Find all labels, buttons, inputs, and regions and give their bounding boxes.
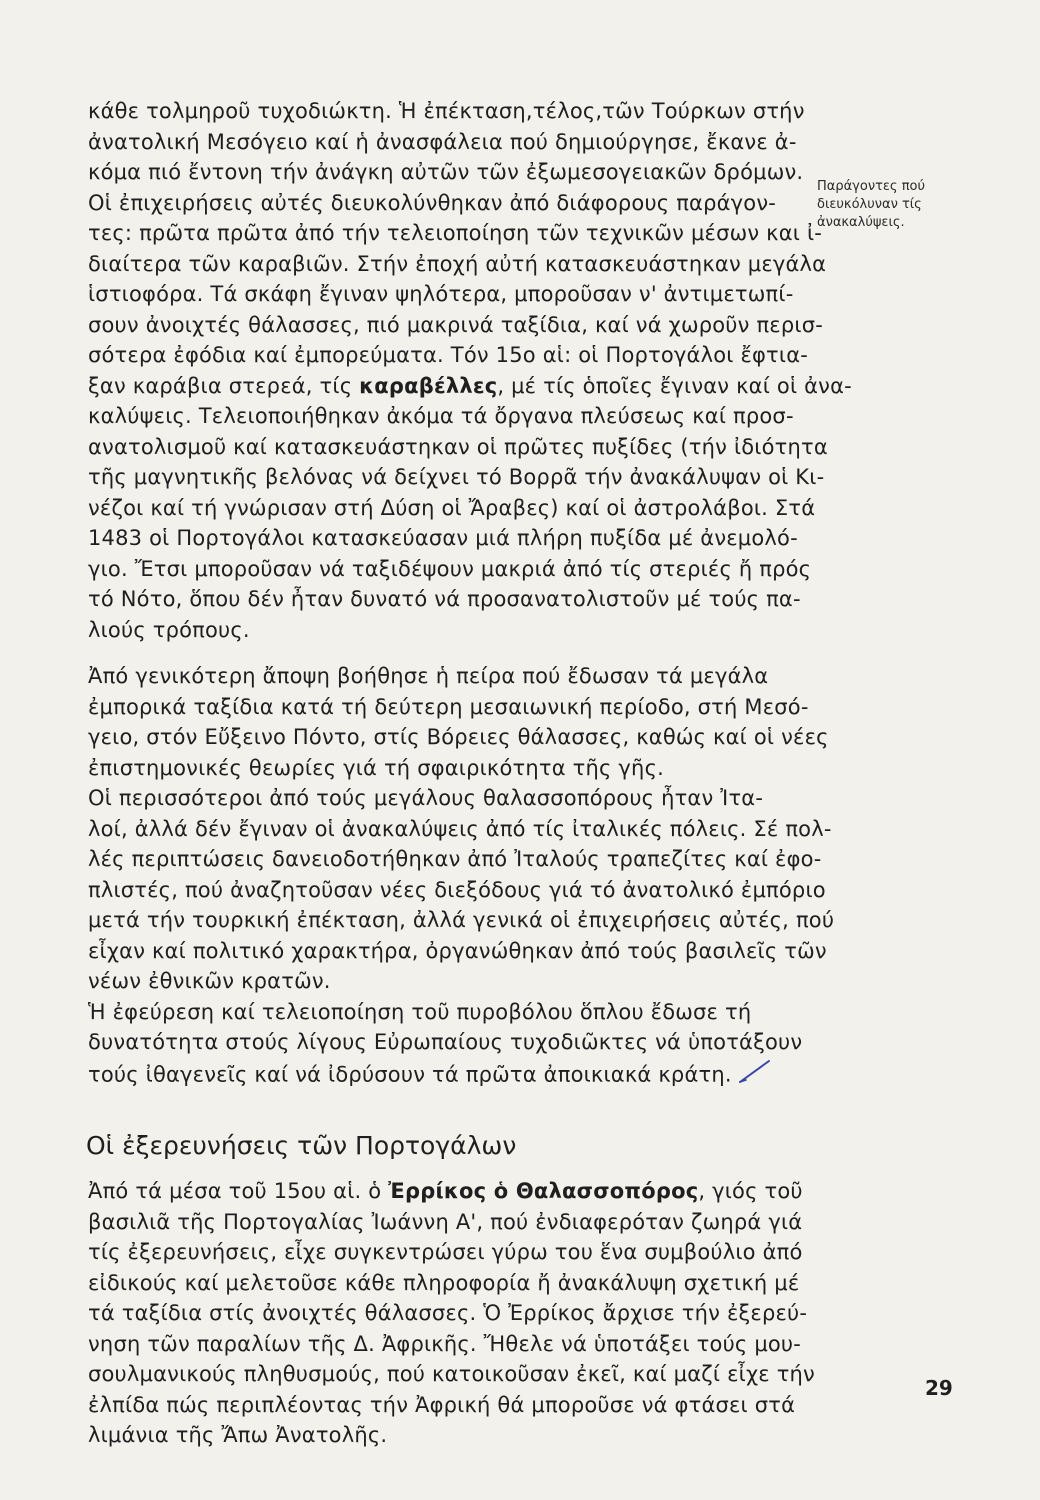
text-line: βασιλιᾶ τῆς Πορτογαλίας Ἰωάννη Α', πού ἐνδιαφερόταν ζωηρά γιά (88, 1209, 803, 1234)
text-line: διαίτερα τῶν καραβιῶν. Στήν ἐποχή αὐτή κατασκευάστηκαν μεγάλα (88, 251, 827, 276)
text-line: Ἡ ἐφεύρεση καί τελειοποίηση τοῦ πυροβόλου ὅπλου ἔδωσε τή (88, 999, 752, 1024)
text-line: ξαν καράβια στερεά, τίς καραβέλλες, μέ τίς ὁποῖες ἔγιναν καί οἱ ἀνα- (88, 373, 852, 398)
main-text-column (86, 96, 852, 1451)
paragraph-1 (88, 96, 852, 645)
text-line: λιούς τρόπους. (88, 617, 250, 642)
text-line: τίς ἐξερευνήσεις, εἶχε συγκεντρώσει γύρω του ἕνα συμβούλιο ἀπό (88, 1240, 803, 1264)
text-line: εἰδικούς καί μελετοῦσε κάθε πληροφορία ἤ ἀνακάλυψη σχετική μέ (88, 1270, 800, 1295)
text-line: τούς ἰθαγενεῖς καί νά ἰδρύσουν τά πρῶτα ἀποικιακά κράτη. (88, 1061, 732, 1086)
paragraph-4 (88, 997, 803, 1093)
text-line: σουλμανικούς πληθυσμούς, πού κατοικοῦσαν ἐκεῖ, καί μαζί εἶχε τήν (88, 1362, 815, 1386)
margin-note-line: Παράγοντες πού (817, 179, 925, 194)
text-line: νέζοι καί τή γνώρισαν στή Δύση οἱ Ἄραβες) καί οἱ ἀστρολάβοι. Στά (88, 495, 816, 520)
text-line: ἐπιστημονικές θεωρίες γιά τή σφαιρικότητα τῆς γῆς. (88, 755, 664, 780)
text-line: ἐλπίδα πώς περιπλέοντας τήν Ἀφρική θά μποροῦσε νά φτάσει στά (88, 1392, 796, 1417)
margin-note-line: διευκόλυναν τίς (817, 197, 922, 212)
bold-term: Ἐρρίκος ὁ Θαλασσοπόρος (388, 1179, 699, 1203)
text-line: γιο. Ἔτσι μποροῦσαν νά ταξιδέψουν μακριά ἀπό τίς στεριές ἤ πρός (88, 556, 812, 581)
pen-tick-icon (738, 1058, 772, 1093)
text-line: Ἀπό γενικότερη ἄποψη βοήθησε ἡ πείρα πού ἔδωσαν τά μεγάλα (88, 664, 769, 688)
text-line: Οἱ ἐπιχειρήσεις αὐτές διευκολύνθηκαν ἀπό διάφορους παράγον- (88, 190, 777, 215)
text-line: μετά τήν τουρκική ἐπέκταση, ἀλλά γενικά οἱ ἐπιχειρήσεις αὐτές, πού (88, 908, 835, 932)
text-line: ἐμπορικά ταξίδια κατά τή δεύτερη μεσαιωνική περίοδο, στή Μεσό- (88, 694, 809, 719)
text-line: τῆς μαγνητικῆς βελόνας νά δείχνει τό Βορρᾶ τήν ἀνακάλυψαν οἱ Κι- (88, 465, 825, 489)
text-line: κόμα πιό ἔντονη τήν ἀνάγκη αὐτῶν τῶν ἐξωμεσογειακῶν δρόμων. (88, 160, 804, 184)
text-line-with-mark (88, 1058, 788, 1093)
text-line: τά ταξίδια στίς ἀνοιχτές θάλασσες. Ὁ Ἐρρίκος ἄρχισε τήν ἐξερεύ- (88, 1301, 808, 1325)
margin-note (817, 178, 947, 232)
bold-term: καραβέλλες (359, 373, 498, 398)
paragraph-2 (88, 661, 829, 783)
text-line: τό Νότο, ὅπου δέν ἦταν δυνατό νά προσανατολιστοῦν μέ τούς πα- (88, 587, 801, 611)
text-line: ἀνατολική Μεσόγειο καί ἡ ἀνασφάλεια πού δημιούργησε, ἔκανε ἀ- (88, 129, 797, 154)
text-line: λοί, ἀλλά δέν ἔγιναν οἱ ἀνακαλύψεις ἀπό τίς ἰταλικές πόλεις. Σέ πολ- (88, 816, 832, 841)
text-line: γειο, στόν Εὔξεινο Πόντο, στίς Βόρειες θάλασσες, καθώς καί οἱ νέες (88, 725, 829, 749)
text-line: 1483 οἱ Πορτογάλοι κατασκεύασαν μιά πλήρη πυξίδα μέ ἀνεμολό- (88, 526, 798, 550)
text-line: τες: πρῶτα πρῶτα ἀπό τήν τελειοποίηση τῶν τεχνικῶν μέσων και ἰ- (88, 221, 823, 245)
text-line: εἶχαν καί πολιτικό χαρακτήρα, ὀργανώθηκαν ἀπό τούς βασιλεῖς τῶν (88, 938, 827, 963)
margin-note-line: ἀνακαλύψεις. (817, 215, 905, 230)
text-line: ανατολισμοῦ καί κατασκευάστηκαν οἱ πρῶτες πυξίδες (τήν ἰδιότητα (88, 434, 828, 459)
text-line: Οἱ περισσότεροι ἀπό τούς μεγάλους θαλασσοπόρους ἦταν Ἰτα- (88, 786, 764, 810)
text-line: Ἀπό τά μέσα τοῦ 15ου αἱ. ὁ Ἐρρίκος ὁ Θαλασσοπόρος, γιός τοῦ (88, 1179, 803, 1203)
text-line: δυνατότητα στούς λίγους Εὐρωπαίους τυχοδιῶκτες νά ὑποτάξουν (88, 1030, 803, 1054)
text-line: σουν ἀνοιχτές θάλασσες, πιό μακρινά ταξίδια, καί νά χωροῦν περισ- (88, 312, 823, 337)
text-line: νηση τῶν παραλίων τῆς Δ. Ἀφρικῆς. Ἤθελε νά ὑποτάξει τούς μου- (88, 1331, 802, 1356)
text-line: νέων ἐθνικῶν κρατῶν. (88, 969, 331, 993)
page-number: 29 (925, 1376, 953, 1400)
text-line: καλύψεις. Τελειοποιήθηκαν ἀκόμα τά ὄργανα πλεύσεως καί προσ- (88, 404, 794, 428)
text-line: ἱστιοφόρα. Τά σκάφη ἔγιναν ψηλότερα, μποροῦσαν ν' ἀντιμετωπί- (88, 282, 794, 306)
text-line: κάθε τολμηροῦ τυχοδιώκτη. Ἡ ἐπέκταση,τέλος,τῶν Τούρκων στήν (88, 99, 805, 123)
text-line: σότερα ἐφόδια καί ἐμπορεύματα. Τόν 15ο αἱ: οἱ Πορτογάλοι ἔφτια- (88, 343, 809, 367)
section-heading: Οἱ ἐξερευνήσεις τῶν Πορτογάλων (86, 1131, 517, 1160)
section-paragraph (88, 1176, 815, 1451)
text-line: πλιστές, πού ἀναζητοῦσαν νέες διεξόδους γιά τό ἀνατολικό ἐμπόριο (88, 877, 826, 902)
text-line: λές περιπτώσεις δανειοδοτήθηκαν ἀπό Ἰταλούς τραπεζίτες καί ἐφο- (88, 847, 822, 871)
text-line: λιμάνια τῆς Ἄπω Ἀνατολῆς. (88, 1423, 388, 1447)
paragraph-3 (88, 783, 835, 997)
